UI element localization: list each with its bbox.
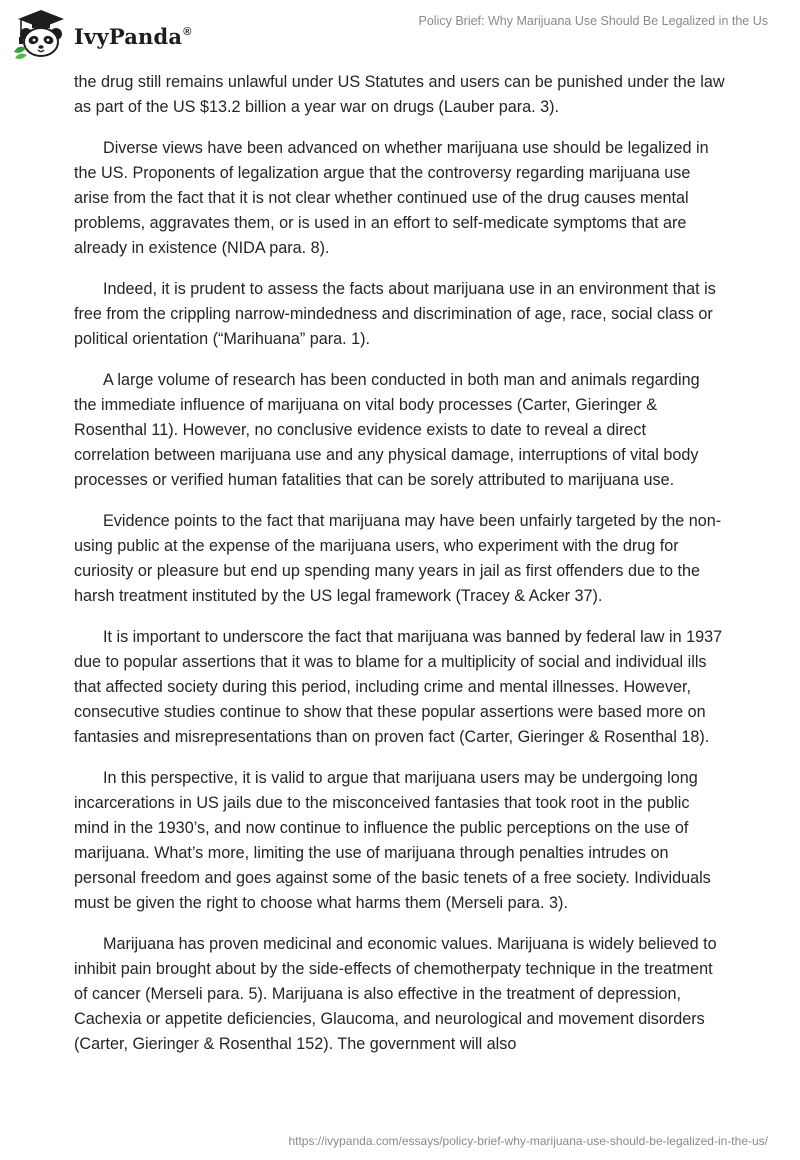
page-header: [0, 0, 800, 70]
document-title: Policy Brief: Why Marijuana Use Should Be Legalized in the Us: [418, 14, 768, 28]
paragraph: It is important to underscore the fact that marijuana was banned by federal law in 1937 due to popular assertions that it was to blame for a multiplicity of social and individual ills that affected society during this period, including crime and mental illnesses. However, consecutive studies continue to show that these popular assertions were based more on fantasies and misrepresentations than on proven fact (Carter, Gieringer & Rosenthal 18).: [74, 628, 723, 746]
brand-name: IvyPanda®: [74, 23, 192, 49]
paragraph: A large volume of research has been conducted in both man and animals regarding the immediate influence of marijuana on vital body processes (Carter, Gieringer & Rosenthal 11). However, no conclusive evidence exists to date to reveal a direct correlation between marijuana use and any physical damage, interruptions of vital body processes or verified human fatalities that can be sorely attributed to marijuana use.: [74, 371, 700, 489]
paragraph: Indeed, it is prudent to assess the facts about marijuana use in an environment that is free from the crippling narrow-mindedness and discrimination of age, race, social class or political orientation (“Marihuana” para. 1).: [74, 280, 716, 348]
essay-body: [74, 70, 726, 1073]
paragraph: Marijuana has proven medicinal and economic values. Marijuana is widely believed to inhibit pain brought about by the side-effects of chemotherpaty technique in the treatment of cancer (Merseli para. 5). Marijuana is also effective in the treatment of depression, Cachexia or appetite deficiencies, Glaucoma, and neurological and movement disorders (Carter, Gieringer & Rosenthal 152). The government will also: [74, 935, 717, 1053]
paragraph: the drug still remains unlawful under US Statutes and users can be punished under the law as part of the US $13.2 billion a year war on drugs (Lauber para. 3).: [74, 73, 725, 116]
paragraph: Evidence points to the fact that marijuana may have been unfairly targeted by the non-using public at the expense of the marijuana users, who experiment with the drug for curiosity or pleasure but end up spending many years in jail as first offenders due to the harsh treatment instituted by the US legal framework (Tracey & Acker 37).: [74, 512, 722, 605]
source-url[interactable]: https://ivypanda.com/essays/policy-brief-why-marijuana-use-should-be-legalized-in-the-us/: [288, 1134, 768, 1148]
paragraph: In this perspective, it is valid to argue that marijuana users may be undergoing long incarcerations in US jails due to the misconceived fantasies that took root in the public mind in the 1930’s, and now continue to influence the public perceptions on the use of marijuana. What’s more, limiting the use of marijuana through penalties intrudes on personal freedom and goes against some of the basic tenets of a free society. Individuals must be given the right to choose what harms them (Merseli para. 3).: [74, 769, 711, 912]
paragraph: Diverse views have been advanced on whether marijuana use should be legalized in the US. Proponents of legalization argue that the controversy regarding marijuana use arise from the fact that it is not clear whether continued use of the drug causes mental problems, aggravates them, or is used in an effort to self-medicate symptoms that are already in existence (NIDA para. 8).: [74, 139, 709, 257]
ivypanda-logo[interactable]: [12, 8, 192, 60]
panda-graduate-icon: [12, 8, 70, 60]
